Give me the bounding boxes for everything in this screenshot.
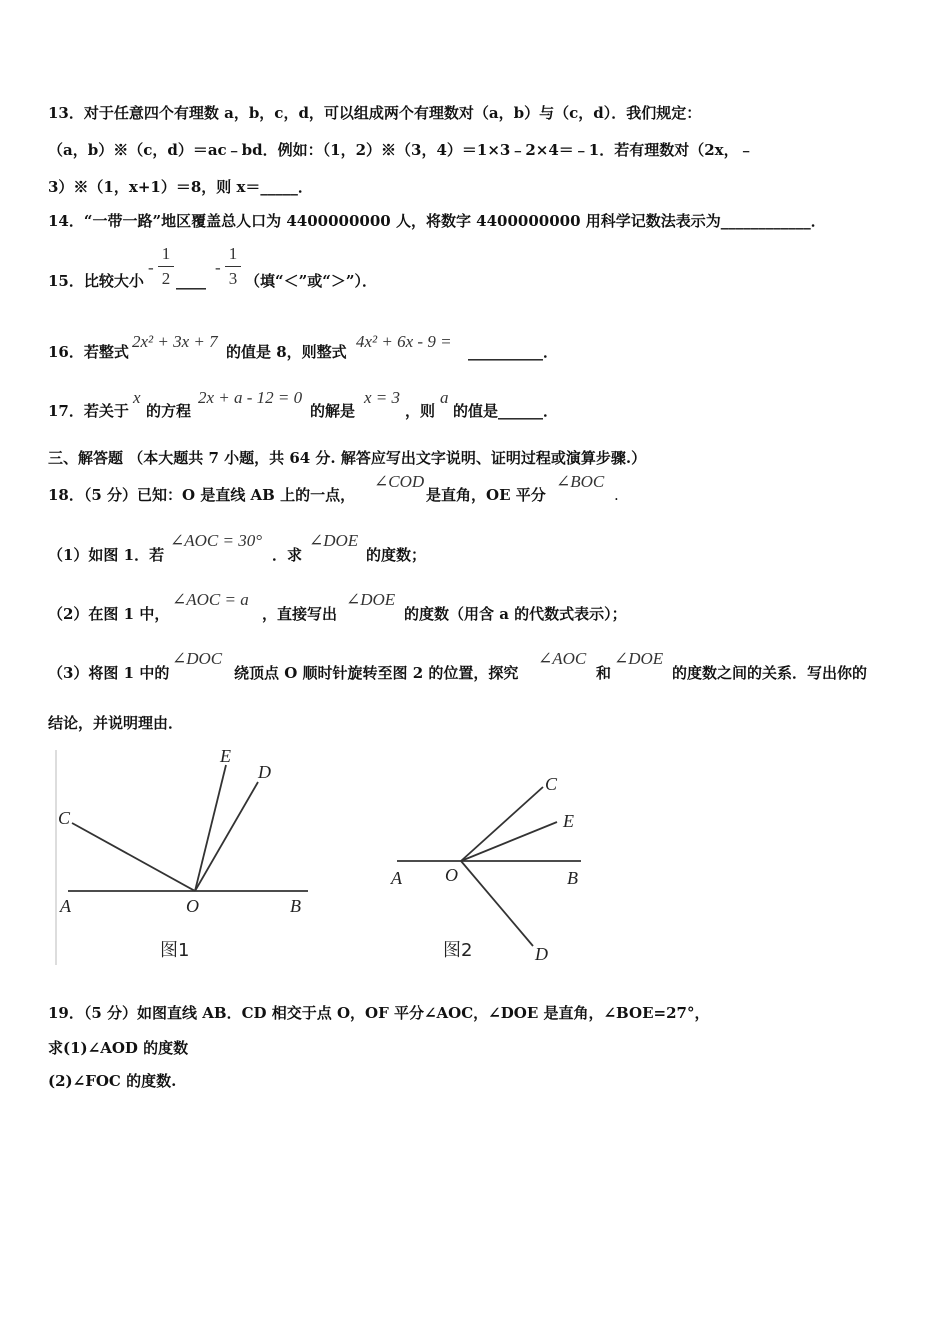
q19-line1: 19．（5 分）如图直线 AB．CD 相交于点 O，OF 平分∠AOC，∠DOE 是直角，∠BOE=27°， [48, 1004, 710, 1022]
q15-frac2-den: 3 [225, 266, 241, 289]
q14-text: 14．“一带一路”地区覆盖总人口为 4400000000 人，将数字 4400000000 用科学记数法表示为____________． [48, 212, 826, 230]
q18-part3-and: 和 [596, 664, 612, 682]
figure-1-label-b: B [290, 896, 301, 916]
q16-expression-1: 2x² + 3x + 7 [132, 332, 218, 351]
q18-part2-given: ∠AOC = a [172, 590, 249, 609]
figure-1-label-e: E [220, 746, 231, 766]
q15-minus-1: - [148, 258, 154, 277]
q18-part2-middle: ，直接写出 [262, 605, 338, 623]
q16-expression-2: 4x² + 6x - 9 = [356, 332, 452, 351]
q18-part2-prefix: （2）在图 1 中， [48, 605, 170, 623]
q18-part2-suffix: 的度数（用含 a 的代数式表示）； [404, 605, 627, 623]
q17-equation: 2x + a - 12 = 0 [198, 388, 303, 407]
q18-part2-angle: ∠DOE [346, 590, 396, 609]
figure-1-ray-od [195, 782, 258, 891]
figure-1-label-a: A [60, 896, 71, 916]
q18-part3-angle2: ∠AOC [538, 649, 587, 668]
q18-part1-angle: ∠DOE [309, 531, 359, 550]
q18-angle-boc: ∠BOC [556, 472, 605, 491]
q19-line2: 求(1)∠AOD 的度数 [48, 1039, 189, 1057]
q17-variable-x: x [133, 388, 141, 407]
q13-line3: 3）※（1，x+1）＝8，则 x＝_____． [48, 178, 313, 196]
q18-part1-suffix: 的度数； [366, 546, 427, 564]
q18-intro-middle: 是直角，OE 平分 [426, 486, 546, 504]
q13-line2: （a，b）※（c，d）＝ac﹣bd．例如：（1，2）※（3，4）＝1×3﹣2×4＝﹣1．若有理数对（2x，﹣ [48, 141, 754, 159]
q15-blank: ____ [176, 272, 206, 290]
q17-middle2: 的解是 [310, 402, 356, 420]
q17-middle1: 的方程 [146, 402, 192, 420]
figure-2-caption: 图2 [443, 940, 473, 961]
q15-prefix: 15．比较大小 [48, 272, 144, 290]
figure-2-label-e: E [563, 811, 574, 831]
figure-2-label-a: A [391, 868, 402, 888]
figure-1-ray-oe [195, 765, 226, 891]
q17-middle3: ，则 [405, 402, 436, 420]
figure-2-ray-od [461, 861, 533, 946]
figure-2-label-o: O [445, 865, 458, 885]
q18-part3-line2: 结论，并说明理由． [48, 714, 184, 732]
q18-part1-middle: ．求 [272, 546, 303, 564]
q13-line1: 13．对于任意四个有理数 a，b，c，d，可以组成两个有理数对（a，b）与（c，d）．我们规定： [48, 104, 702, 122]
q18-intro-end: . [614, 486, 619, 504]
q17-suffix: 的值是______． [453, 402, 559, 420]
q18-part3-middle1: 绕顶点 O 顺时针旋转至图 2 的位置，探究 [234, 664, 519, 682]
q18-angle-cod: ∠COD [374, 472, 425, 491]
figure-2-ray-oc [461, 787, 543, 861]
figure-1-ray-oc [72, 823, 195, 891]
q18-part3-suffix: 的度数之间的关系．写出你的 [672, 664, 868, 682]
figure-1-label-c: C [58, 808, 71, 828]
section-3-title: 三、解答题 （本大题共 7 小题，共 64 分. 解答应写出文字说明、证明过程或演算步骤.） [48, 449, 647, 467]
q18-part3-angle3: ∠DOE [614, 649, 664, 668]
q15-suffix: （填“＜”或“＞”）． [245, 272, 378, 290]
figure-2-ray-oe [461, 822, 557, 861]
q15-fraction-1 [158, 244, 174, 289]
q16-blank: __________． [468, 343, 559, 361]
figure-2-label-d: D [535, 944, 548, 964]
q18-part1-prefix: （1）如图 1．若 [48, 546, 165, 564]
figure-1-label-d: D [258, 762, 271, 782]
figure-1-caption: 图1 [160, 940, 190, 961]
q15-frac1-num: 1 [161, 244, 171, 263]
q16-middle: 的值是 8，则整式 [226, 343, 347, 361]
figure-1 [40, 740, 340, 970]
figure-2-label-b: B [567, 868, 578, 888]
q17-variable-a: a [440, 388, 449, 407]
q18-intro-prefix: 18．（5 分）已知：O 是直线 AB 上的一点， [48, 486, 356, 504]
q15-frac1-den: 2 [158, 266, 174, 289]
q15-fraction-2 [225, 244, 241, 289]
q17-solution: x = 3 [364, 388, 401, 407]
q18-part3-prefix: （3）将图 1 中的 [48, 664, 170, 682]
q18-part1-given: ∠AOC = 30° [170, 531, 263, 550]
q18-part3-angle1: ∠DOC [172, 649, 223, 668]
q15-frac2-num: 1 [228, 244, 238, 263]
q17-prefix: 17．若关于 [48, 402, 129, 420]
figure-1-label-o: O [186, 896, 199, 916]
figure-2-label-c: C [545, 774, 558, 794]
q16-prefix: 16．若整式 [48, 343, 129, 361]
q19-line3: (2)∠FOC 的度数. [48, 1072, 177, 1090]
figure-2 [385, 760, 600, 970]
q15-minus-2: - [215, 258, 221, 277]
